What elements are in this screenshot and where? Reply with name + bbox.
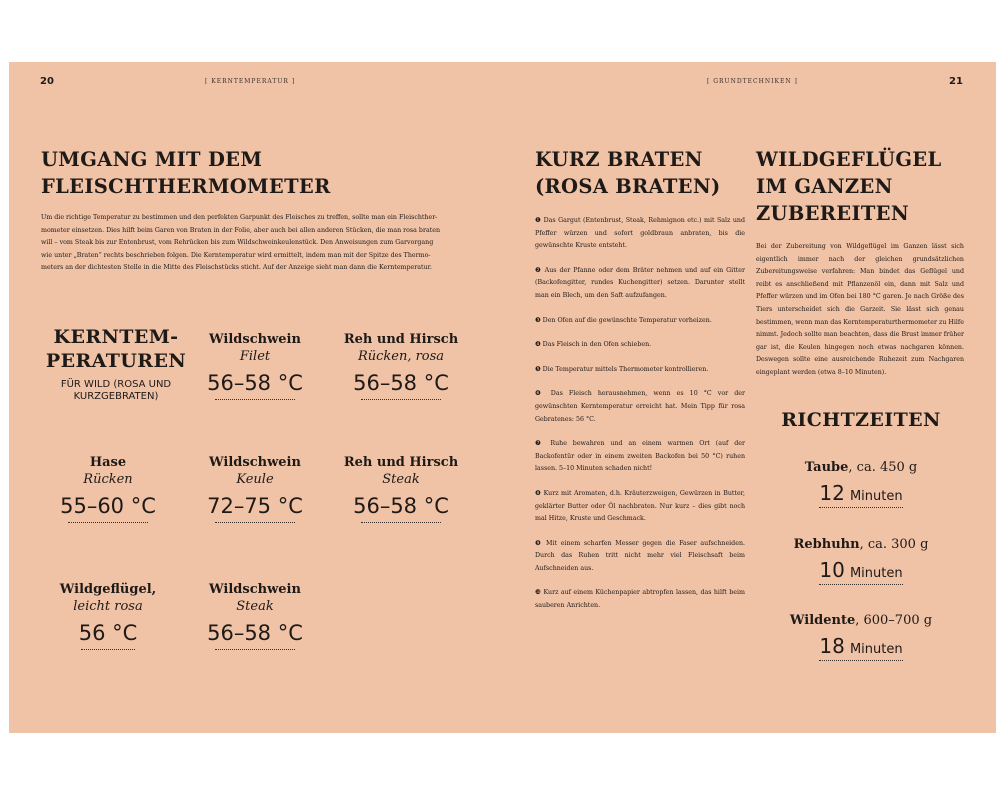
richtzeit-unit: Minuten (849, 566, 903, 581)
page-number-left: 20 (40, 76, 54, 87)
temp-item (48, 455, 168, 523)
dotted-rule (215, 649, 295, 650)
dotted-rule (819, 507, 903, 508)
step-item: ❽ Kurz mit Aromaten, d.h. Kräuterzweigen, Gewürzen in Butter, geklärter Butter oder Öl nachbraten. Nur kurz – dies gibt noch mal Hitze, Kruste und Geschmack. (535, 489, 745, 523)
richtzeit-weight: , 600–700 g (855, 613, 933, 628)
temp-item (195, 582, 315, 650)
temp-item-value: 56–58 °C (353, 371, 449, 395)
intro-line: wie unter „Braten“ rechts beschrieben folgen. Die Kerntemperatur wird ermittelt, indem man mit der Spitze des Thermo- (41, 251, 431, 259)
temp-item-value: 56–58 °C (353, 494, 449, 518)
step-item: ❷ Aus der Pfanne oder dem Bräter nehmen und auf ein Gitter (Backofengitter, rundes Kuchengitter) setzen. Darunter stellt man ein Blech, um den Saft aufzufangen. (535, 266, 745, 299)
richtzeit-unit: Minuten (849, 642, 903, 657)
temp-item-cut: leicht rosa (73, 599, 143, 614)
intro-line: meters an der dichtesten Stelle in die Mitte des Fleischstücks sticht. Auf der Anzeige sieht man dann die Kerntemperatur. (41, 264, 432, 272)
richtzeit-weight: , ca. 300 g (859, 537, 929, 552)
dotted-rule (68, 522, 148, 523)
step-item: ❹ Das Fleisch in den Ofen schieben. (535, 341, 652, 349)
wildgefluegel-title-line3: ZUBEREITEN (756, 202, 909, 225)
intro-line: Um die richtige Temperatur zu bestimmen und den perfekten Garpunkt des Fleisches zu treffen, sollte man ein Fleischther- (41, 214, 438, 221)
step-item: ❺ Die Temperatur mittels Thermometer kontrollieren. (535, 365, 709, 373)
book-spread (9, 62, 996, 733)
dotted-rule (361, 522, 441, 523)
temp-item-name: Wildschwein (209, 332, 301, 347)
kerntemperaturen-subtitle-line2: KURZGEBRATEN) (73, 391, 159, 402)
temp-item (195, 455, 315, 523)
richtzeit-item (771, 613, 951, 661)
wildgefluegel-paragraph: Bei der Zubereitung von Wildgeflügel im Ganzen lässt sich eigentlich immer nach der gleichen grundsätzlichen Zubereitungsweise verfahren: Man bindet das Geflügel und reibt es anschließend mit Pflanzenöl ein, dann mit Salz und Pfeffer würzen und im Ofen bei 180 °C garen. Je nach Größe des Tiers unterscheidet sich die Garzeit. Sie lässt sich genau bestimmen, wenn man das Kerntemperaturthermometer zu Hilfe nimmt. Jedoch sollte man beachten, dass die Brust immer früher gar ist, die Keulen hingegen noch etwas nachgaren können. Deswegen sollte eine ausreichende Ruhezeit zum Nachgaren eingeplant werden (etwa 8–10 Minuten). (756, 243, 964, 376)
kerntemperaturen-title-line2: PERATUREN (45, 350, 187, 372)
richtzeiten-heading (771, 409, 951, 431)
dotted-rule (819, 660, 903, 661)
richtzeit-minutes: 12 (819, 481, 845, 505)
temp-item-name: Wildschwein (209, 455, 301, 470)
temp-item-value: 72–75 °C (207, 494, 303, 518)
temp-item (195, 332, 315, 400)
dotted-rule (215, 399, 295, 400)
intro-paragraph (41, 212, 481, 275)
kurz-braten-title-line1: KURZ BRATEN (535, 148, 703, 171)
richtzeit-item (771, 537, 951, 585)
richtzeit-minutes: 18 (819, 634, 845, 658)
richtzeit-weight: , ca. 450 g (848, 460, 918, 475)
temp-item-value: 56–58 °C (207, 371, 303, 395)
dotted-rule (361, 399, 441, 400)
intro-line: will – vom Steak bis zur Entenbrust, vom Rehrücken bis zum Wildschweinkeulenstück. Den Anweisungen zum Garvorgang (41, 239, 434, 247)
temp-item-value: 56 °C (78, 621, 138, 645)
step-item: ❻ Das Fleisch herausnehmen, wenn es 10 °C vor der gewünschten Kerntemperatur erreicht hat. Mein Tipp für rosa Gebratenes: 56 °C. (535, 390, 745, 423)
temp-item-cut: Steak (382, 472, 420, 487)
kurz-braten-steps (535, 215, 745, 613)
page-number-right: 21 (949, 76, 963, 87)
dotted-rule (81, 649, 135, 650)
running-head-left: [ KERNTEMPERATUR ] (205, 78, 296, 85)
step-item: ❸ Den Ofen auf die gewünschte Temperatur vorheizen. (535, 316, 712, 324)
temp-item-value: 56–58 °C (207, 621, 303, 645)
temp-item-name: Wildgeflügel, (59, 582, 157, 597)
temp-item (48, 582, 168, 650)
richtzeit-item (771, 460, 951, 508)
step-item: ❶ Das Gargut (Entenbrust, Steak, Rehmignon etc.) mit Salz und Pfeffer würzen und sofort goldbraun anbraten, bis die gewünschte Kruste entsteht. (535, 217, 745, 250)
step-item: ❿ Kurz auf einem Küchenpapier abtropfen lassen, das hilft beim sauberen Anrichten. (535, 589, 745, 610)
temp-item-name: Reh und Hirsch (343, 455, 459, 470)
temp-item-cut: Steak (236, 599, 274, 614)
richtzeit-bird: Wildente (789, 613, 856, 628)
kerntemperaturen-subtitle-line1: FÜR WILD (ROSA UND (60, 379, 172, 390)
temp-item (341, 332, 461, 400)
wildgefluegel-title-line1: WILDGEFLÜGEL (756, 148, 942, 171)
dotted-rule (215, 522, 295, 523)
page-title-left: UMGANG MIT DEM FLEISCHTHERMOMETER (41, 148, 331, 198)
richtzeit-unit: Minuten (849, 489, 903, 504)
wildgefluegel-title-line2: IM GANZEN (756, 175, 893, 198)
running-head-right: [ GRUNDTECHNIKEN ] (707, 78, 798, 85)
temp-item-cut: Rücken (83, 472, 133, 487)
richtzeit-bird: Taube (804, 460, 849, 475)
temp-item-name: Reh und Hirsch (343, 332, 459, 347)
kurz-braten-title-line2: (ROSA BRATEN) (535, 175, 721, 198)
temp-item-cut: Keule (236, 472, 274, 487)
dotted-rule (819, 584, 903, 585)
temp-item-value: 55–60 °C (60, 494, 156, 518)
intro-line: mometer einsetzen. Dies hilft beim Garen von Braten in der Folie, aber auch bei allen anderen Stücken, die man rosa braten (41, 226, 441, 234)
step-item: ❼ Ruhe bewahren und an einem warmen Ort (auf der Backofentür oder in einem zweiten Backofen bei 50 °C) ruhen lassen. 5–10 Minuten schaden nicht! (535, 440, 745, 473)
kerntemperaturen-title-line1: KERNTEM- (53, 326, 179, 348)
temp-item-name: Wildschwein (209, 582, 301, 597)
richtzeiten-title: RICHTZEITEN (781, 409, 941, 431)
wildgefluegel-section (756, 146, 964, 380)
temp-item (341, 455, 461, 523)
richtzeit-bird: Rebhuhn (793, 537, 860, 552)
temp-item-cut: Rücken, rosa (357, 349, 445, 364)
temp-item-cut: Filet (239, 349, 271, 364)
kerntemperaturen-heading (41, 325, 191, 403)
kurz-braten-section (535, 146, 745, 625)
temp-item-name: Hase (89, 455, 127, 470)
step-item: ❾ Mit einem scharfen Messer gegen die Faser aufschneiden. Durch das Ruhen tritt nicht mehr viel Fleischsaft beim Aufschneiden aus. (535, 539, 745, 572)
richtzeit-minutes: 10 (819, 558, 845, 582)
